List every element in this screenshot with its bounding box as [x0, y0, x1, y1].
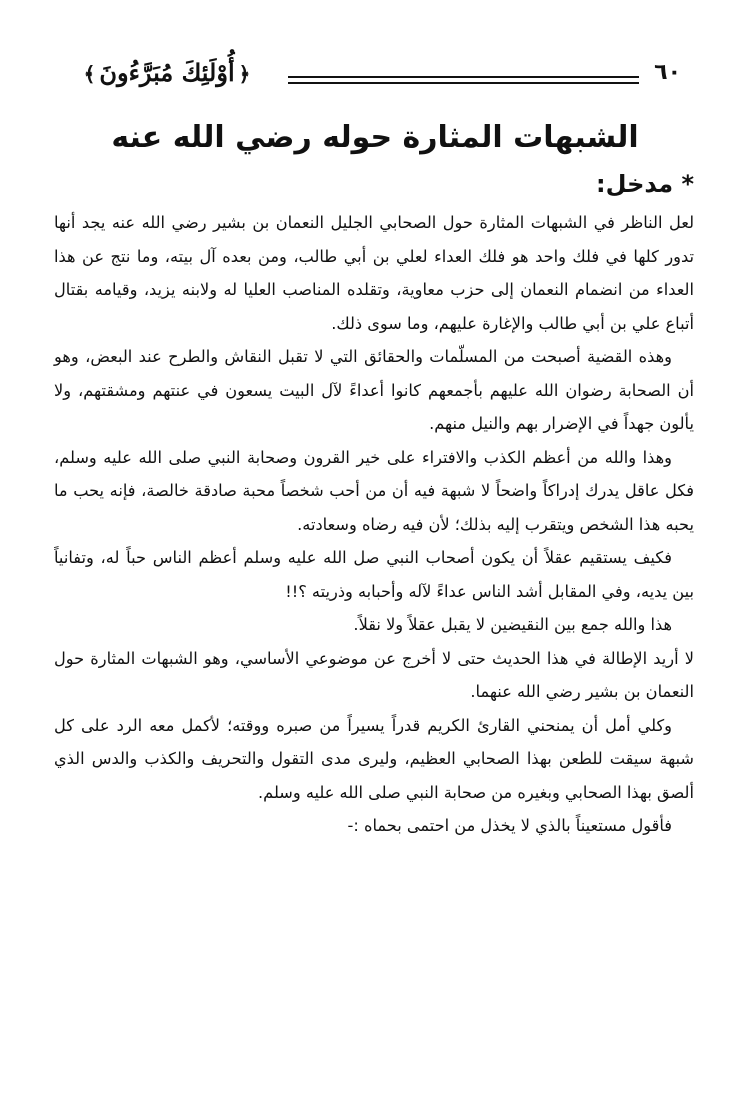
section-label: * مدخل: [596, 170, 694, 198]
body-text [54, 206, 694, 843]
chapter-heading: الشبهات المثارة حوله رضي الله عنه [111, 120, 639, 155]
running-title-text: أُوْلَئِكَ مُبَرَّءُونَ [99, 58, 235, 87]
paragraph: فكيف يستقيم عقلاً أن يكون أصحاب النبي صل الله عليه وسلم أعظم الناس حباً له، وتفانياً بين يديه، وفي المقابل أشد الناس عداءً لآله وأحبابه وذريته ؟!! [54, 548, 694, 601]
paragraph: فأقول مستعيناً بالذي لا يخذل من احتمى بحماه :- [347, 816, 672, 835]
paragraph: وكلي أمل أن يمنحني القارئ الكريم قدراً يسيراً من صبره ووقته؛ لأكمل معه الرد على كل شبهة سيقت للطعن بهذا الصحابي العظيم، وليرى مدى التقول والتحريف والكذب والدس الذي ألصق بهذا الصحابي وبغيره من صحابة النبي صلى الله عليه وسلم. [54, 715, 694, 802]
paragraph: وهذه القضية أصبحت من المسلّمات والحقائق التي لا تقبل النقاش والطرح عند البعض، وهو أن الصحابة رضوان الله عليهم بأجمعهم كانوا أعداءً لآل البيت يسعون في عنتهم ومشقتهم، ولا يألون جهداً في الإضرار بهم والنيل منهم. [54, 347, 694, 433]
paragraph: وهذا والله من أعظم الكذب والافتراء على خير القرون وصحابة النبي صلى الله عليه وسلم، فكل عاقل يدرك إدراكاً واضحاً لا شبهة فيه أن من أحب شخصاً محبة صادقة خالصة، فإنه يحب ما يحبه هذا الشخص ويتقرب إليه بذلك؛ لأن فيه رضاه وسعادته. [54, 447, 694, 534]
ornament-bracket-left: ﴾ [83, 62, 96, 86]
running-header [56, 58, 681, 94]
page-number: ٦٠ [654, 60, 681, 85]
running-title [56, 58, 278, 87]
paragraph: لا أريد الإطالة في هذا الحديث حتى لا أخرج عن موضوعي الأساسي، وهو الشبهات المثارة حول النعمان بن بشير رضي الله عنهما. [54, 648, 694, 701]
header-double-rule [288, 76, 639, 84]
paragraph: لعل الناظر في الشبهات المثارة حول الصحابي الجليل النعمان بن بشير رضي الله عنه يجد أنها تدور كلها في فلك واحد هو فلك العداء لعلي بن أبي طالب، ومن بعده آل بيته، وما نتج عن هذا العداء من انضمام النعمان إلى حزب معاوية، وتقلده المناصب العليا له ولابنه يزيد، وقيامه بقتال أتباع علي بن أبي طالب والإغارة عليهم، وما سوى ذلك. [54, 213, 694, 333]
ornament-bracket-right: ﴿ [238, 62, 251, 86]
paragraph: هذا والله جمع بين النقيضين لا يقبل عقلاً ولا نقلاً. [353, 615, 672, 634]
